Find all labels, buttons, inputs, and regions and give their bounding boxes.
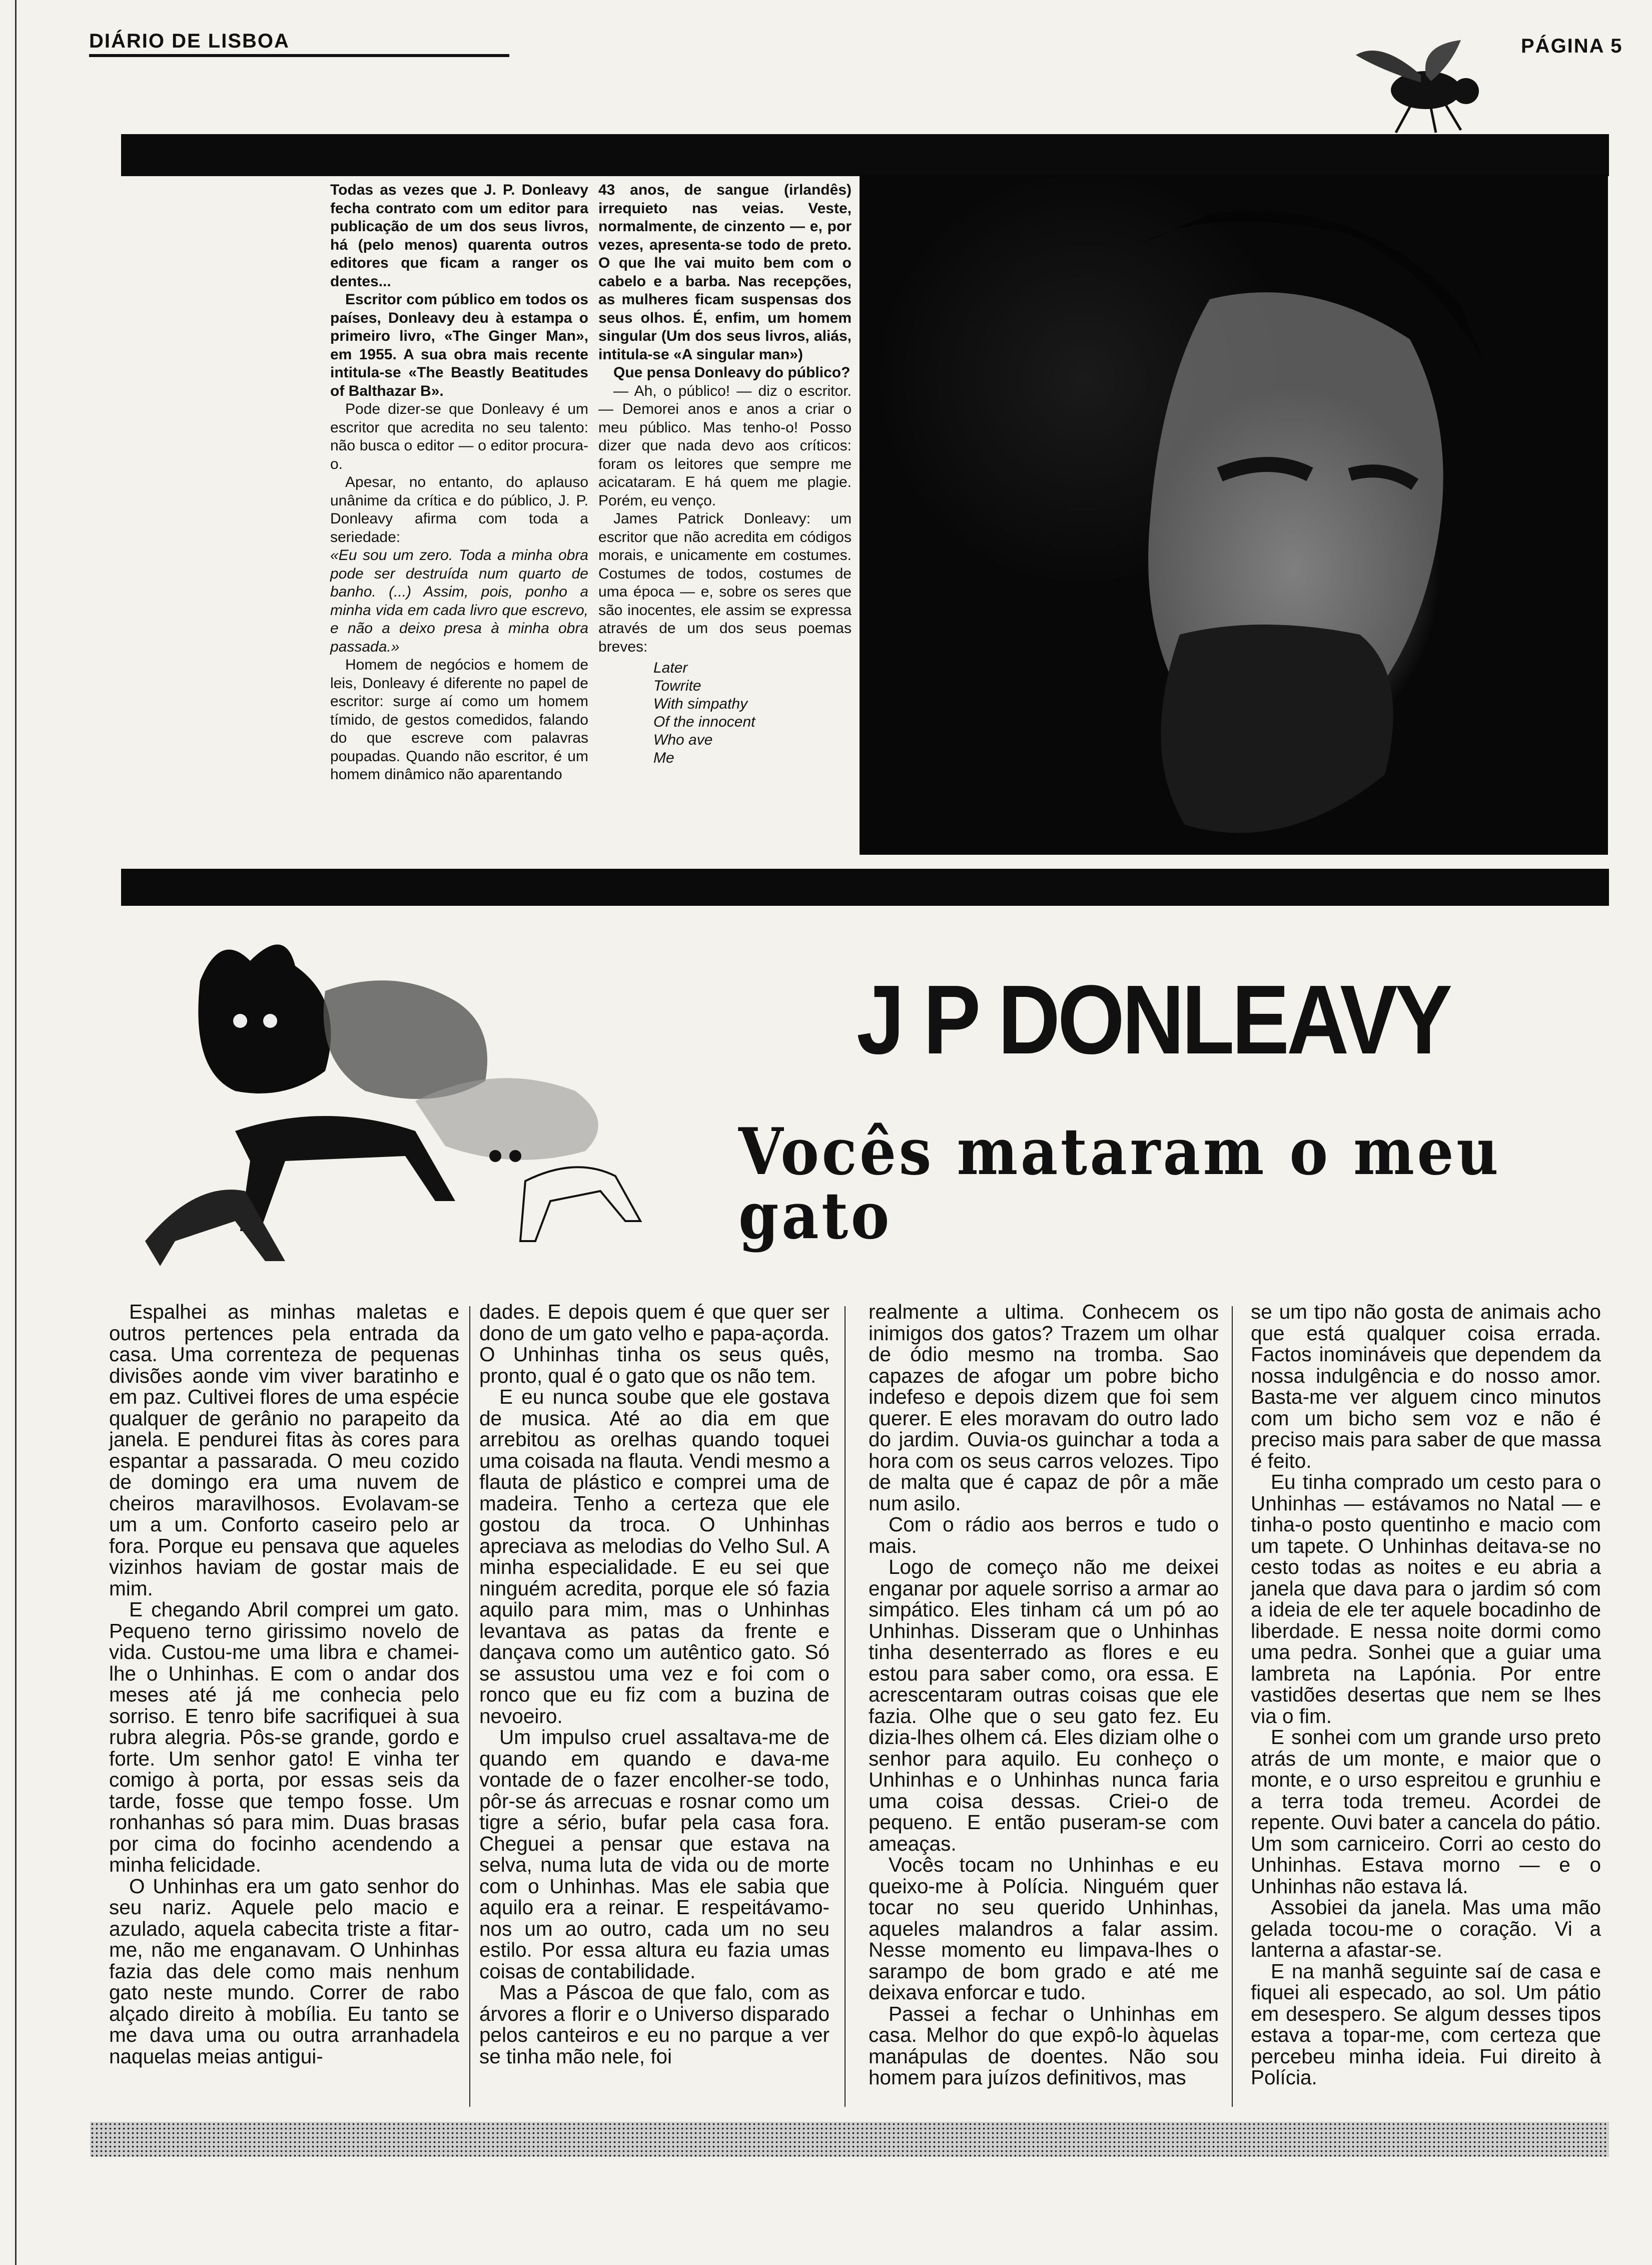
body-column-1 (109, 1301, 459, 2067)
body-paragraph: dades. E depois quem é que quer ser dono de um gato velho e papa-açorda. O Unhinhas tinha os seus quês, pronto, qual é o gato que os não tem. (479, 1300, 830, 1387)
middle-black-bar (121, 869, 1609, 906)
body-paragraph: realmente a ultima. Conhecem os inimigos dos gatos? Trazem um olhar de ódio mesmo na tromba. Sao capazes de afogar um pobre bicho indefeso e depois dizem que foi sem querer. E eles moravam do outro lado do jardim. Ouvia-os guinchar a toda a hora com os seus carros velozes. Tipo de malta que é capaz de pôr a mãe num asilo. (869, 1300, 1219, 1515)
intro-column-1 (330, 181, 588, 784)
intro-column-2 (598, 181, 852, 767)
body-paragraph: Passei a fechar o Unhinhas em casa. Melhor do que expô-lo àquelas manápulas de doentes. Não sou homem para juízos definitivos, mas (869, 2002, 1219, 2089)
body-paragraph: Vocês tocam no Unhinhas e eu queixo-me à Polícia. Ninguém quer tocar no seu querido Unhinhas, aqueles malandros a falar assim. Nesse momento eu limpava-lhes o sarampo de bom grado e até me deixava enforcar e tudo. (869, 1853, 1219, 2004)
body-column-4 (1251, 1301, 1601, 2088)
column-rule (845, 1306, 846, 2107)
body-paragraph: Com o rádio aos berros e tudo o mais. (869, 1513, 1219, 1557)
intro-paragraph: James Patrick Donleavy: um escritor que não acredita em códigos morais, e unicamente em costumes. Costumes de todos, costumes de uma época — e, sobre os seres que são inocentes, ele assim se expressa através de um dos seus poemas breves: (598, 510, 852, 655)
intro-paragraph: Todas as vezes que J. P. Donleavy fecha contrato com um editor para publicação de um dos seus livros, há (pelo menos) quarenta outros editores que ficam a ranger os dentes... (330, 182, 588, 290)
page-number: PÁGINA 5 (1521, 35, 1623, 57)
intro-paragraph: Que pensa Donleavy do público? (613, 364, 851, 381)
cat-icon (415, 1078, 598, 1160)
cat-icon (324, 980, 487, 1099)
column-rule (469, 1306, 470, 2107)
cat-icon (235, 1116, 455, 1231)
body-paragraph: Espalhei as minhas maletas e outros pertences pela entrada da casa. Uma correnteza de pequenas divisões aonde vim viver baratinho e em paz. Cultivei flores de uma espécie qualquer de gerânio no parapeito da janela. E pendurei fitas às cores para espantar a passarada. O meu cozido de domingo era uma nuvem de cheiros maravilhosos. Evolavam-se um a um. Conforto caseiro pelo ar fora. Porque eu pensava que aqueles vizinhos haviam de gostar mais de mim. (109, 1300, 459, 1600)
poem (653, 659, 852, 767)
top-black-bar (121, 134, 1609, 176)
body-column-2 (479, 1301, 830, 2067)
body-paragraph: se um tipo não gosta de animais acho que está qualquer coisa errada. Factos inomináveis que dependem da nossa indulgência e do nosso amor. Basta-me ver alguem cinco minutos com um bicho sem voz e não é preciso mais para saber de que massa é feito. (1251, 1300, 1601, 1472)
intro-quote: «Eu sou um zero. Toda a minha obra pode ser destruída num quarto de banho. (...) Assim, pois, ponho a minha vida em cada livro que escrevo, e não a deixo presa à minha obra passada.» (330, 547, 588, 655)
intro-paragraph: Homem de negócios e homem de leis, Donleavy é diferente no papel de escritor: surge aí como um homem tímido, de gestos comedidos, falando do que escreve com palavras poupadas. Quando não escritor, é um homem dinâmico não aparentando (330, 657, 588, 783)
body-column-3 (869, 1301, 1219, 2088)
body-paragraph: Mas a Páscoa de que falo, com as árvores a florir e o Universo disparado pelos canteiros e eu no parque a ver se tinha mão nele, foi (479, 1981, 830, 2068)
body-paragraph: Eu tinha comprado um cesto para o Unhinhas — estávamos no Natal — e tinha-o posto quentinho e macio com um tapete. O Unhinhas deitava-se no cesto todas as noites e eu abria a janela que dava para o jardim só com a ideia de ele ter aquele bocadinho de liberdade. E nessa noite dormi como uma pedra. Sonhei que a guiar uma lambreta na Lapónia. Por entre vastidões desertas que nem se lhes via o fim. (1251, 1470, 1601, 1728)
masthead-rule (89, 54, 509, 57)
headline-title: J P DONLEAVY (857, 965, 1450, 1074)
body-paragraph: E eu nunca soube que ele gostava de musica. Até ao dia em que arrebitou as orelhas quando toquei uma coisada na flauta. Vendi mesmo a flauta de plástico e comprei uma de madeira. Tenho a certeza que ele gostou da troca. O Unhinhas apreciava as melodias do Velho Sul. A minha especialidade. E eu sei que ninguém acredita, porque ele só fazia aquilo para mim, mas o Unhinhas levantava as patas da frente e dançava como um autêntico gato. Só se assustou uma vez e foi com o ronco que eu fiz com a buzina de nevoeiro. (479, 1385, 830, 1728)
intro-paragraph: Escritor com público em todos os países, Donleavy deu à estampa o primeiro livro, «The Ginger Man», em 1955. A sua obra mais recente intitula-se «The Beastly Beatitudes of Balthazar B». (330, 291, 588, 399)
body-paragraph: O Unhinhas era um gato senhor do seu nariz. Aquele pelo macio e azulado, aquela cabecita triste a fitar-me, não me enganavam. O Unhinhas fazia das dele como mais nenhum gato neste mundo. Correr de rabo alçado direito à mobília. Eu tanto se me dava uma ou outra arranhadela naquelas meias antigui- (109, 1874, 459, 2068)
bottom-halftone-band (90, 2122, 1609, 2157)
body-paragraph: E na manhã seguinte saí de casa e fiquei ali especado, ao sol. Um pátio em desespero. Se algum desses tipos estava a topar-me, com certeza que percebeu minha ideia. Fui direito à Polícia. (1251, 1959, 1601, 2089)
portrait-photo (860, 174, 1608, 855)
cat-icon (520, 1167, 640, 1241)
cats-illustration (135, 921, 665, 1271)
portrait-photo-icon (860, 174, 1608, 855)
poem-line: Of the innocent (653, 714, 755, 730)
poem-line: Who ave (653, 732, 713, 748)
poem-line: Me (653, 750, 674, 766)
intro-paragraph: Apesar, no entanto, do aplauso unânime da crítica e do público, J. P. Donleavy afirma com toda a seriedade: (330, 474, 588, 545)
body-paragraph: E sonhei com um grande urso preto atrás de um monte, e maior que o monte, e o urso espreitou e grunhiu e a terra toda tremeu. Acordei de repente. Ouvi bater a cancela do pátio. Um som carniceiro. Corri ao cesto do Unhinhas. Estava morno — e o Unhinhas não estava lá. (1251, 1726, 1601, 1898)
body-paragraph: Um impulso cruel assaltava-me de quando em quando e dava-me vontade de o fazer encolher-se todo, pôr-se ás arrecuas e rosnar como um tigre a sério, bufar pela casa fora. Cheguei a pensar que estava na selva, numa luta de vida ou de morte com o Unhinhas. Mas ele sabia que aquilo era a reinar. E respeitávamo-nos um ao outro, cada um no seu estilo. Por essa altura eu fazia umas coisas de contabilidade. (479, 1726, 830, 1983)
body-paragraph: Logo de começo não me deixei enganar por aquele sorriso a armar ao simpático. Eles tinham cá um pó ao Unhinhas. Disseram que o Unhinhas tinha desenterrado as flores e eu estou para saber como, ora essa. E acrescentaram outras coisas que ele fazia. Olhe que o seu gato fez. Eu dizia-lhes olhem cá. Eles diziam olhe o senhor para aquilo. Eu conheço o Unhinhas e o Unhinhas nunca faria uma coisa dessas. Criei-o de pequeno. E então puseram-se com ameaças. (869, 1555, 1219, 1855)
intro-paragraph: Pode dizer-se que Donleavy é um escritor que acredita no seu talento: não busca o editor — o editor procura-o. (330, 401, 588, 472)
body-paragraph: Assobiei da janela. Mas uma mão gelada tocou-me o coração. Vi a lanterna a afastar-se. (1251, 1896, 1601, 1961)
headline-subtitle: Vocês mataram o meu gato (738, 1114, 1501, 1254)
fly-icon (1351, 35, 1501, 135)
column-rule (1232, 1306, 1233, 2107)
poem-line: Towrite (653, 678, 701, 694)
masthead: DIÁRIO DE LISBOA (89, 30, 290, 52)
page-fold-edge (15, 0, 17, 2265)
intro-paragraph: 43 anos, de sangue (irlandês) irrequieto nas veias. Veste, normalmente, de cinzento — e, por vezes, apresenta-se todo de preto. O que lhe vai muito bem com o cabelo e a barba. Nas recepções, as mulheres ficam suspensas dos seus olhos. É, enfim, um homem singular (Um dos seus livros, aliás, intitula-se «A singular man») (598, 182, 852, 363)
poem-line: With simpathy (653, 696, 748, 712)
poem-line: Later (653, 660, 688, 676)
intro-paragraph: — Ah, o público! — diz o escritor. — Demorei anos e anos a criar o meu público. Mas tenho-o! Posso dizer que nada devo aos críticos: foram os leitores que sempre me acicataram. E há quem me plagie. Porém, eu venço. (598, 382, 852, 509)
body-paragraph: E chegando Abril comprei um gato. Pequeno terno girissimo novelo de vida. Custou-me uma libra e chamei-lhe o Unhinhas. E com o andar dos meses até já me conhecia pelo sorriso. E tenro bife sacrifiquei à sua rubra alegria. Pôs-se grande, gordo e forte. Um senhor gato! E vinha ter comigo à porta, por essas seis da tarde, fosse que tempo fosse. Um ronhanhas só para mim. Duas brasas por cima do focinho acendendo a minha felicidade. (109, 1598, 459, 1876)
